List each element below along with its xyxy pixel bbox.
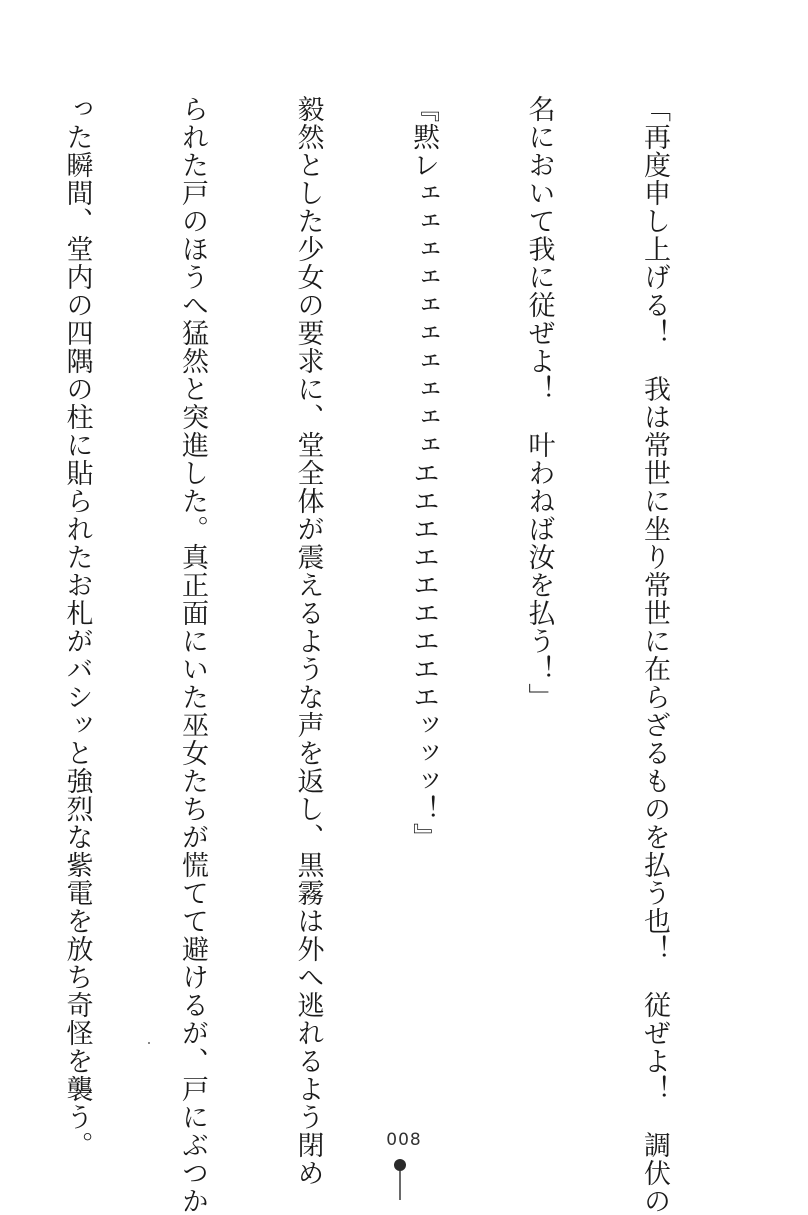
pin-ornament-icon (393, 1158, 407, 1200)
page-number: 008 (386, 1130, 422, 1150)
text-column: 名において我に従ぜよ！ 叶わねば汝を払う！」 (523, 95, 555, 711)
text-column: 「再度申し上げる！ 我は常世に坐り常世に在らざるものを払う也！ 従ぜよ！ 調伏の (639, 95, 670, 1215)
text-column: 毅然とした少女の要求に、堂全体が震えるような声を返し、黒霧は外へ逃れるよう閉め (292, 95, 324, 1187)
text-column: 『黙レェェェェェェェェェェエエエエエエエエエッッッ！』 (408, 95, 439, 851)
text-column: った瞬間、堂内の四隅の柱に貼られたお札がバシッと強烈な紫電を放ち奇怪を襲う。 (61, 95, 93, 1159)
text-column: られた戸のほうへ猛然と突進した。真正面にいた巫女たちが慌てて避けるが、戸にぶつか (177, 95, 208, 1215)
print-speck (148, 1042, 150, 1044)
